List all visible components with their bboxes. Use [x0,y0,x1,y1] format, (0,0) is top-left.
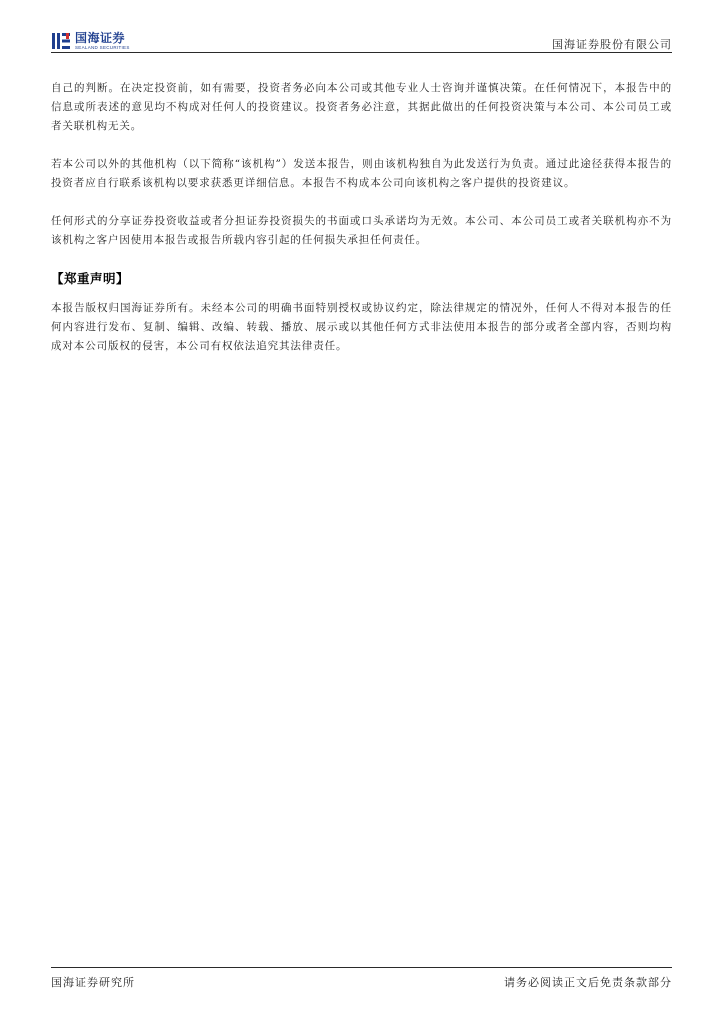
footer-disclaimer-notice: 请务必阅读正文后免责条款部分 [504,976,672,989]
disclaimer-paragraph: 自己的判断。在决定投资前，如有需要，投资者务必向本公司或其他专业人士咨询并谨慎决策。在任何情况下，本报告中的信息或所表述的意见均不构成对任何人的投资建议。投资者务必注意，其据此做出的任何投资决策与本公司、本公司员工或者关联机构无关。 [51,82,672,132]
footer-institute: 国海证券研究所 [51,976,135,989]
logo-english-name: SEALAND SECURITIES [75,44,130,50]
logo-chinese-name: 国海证券 [75,30,126,45]
logo-text [75,32,130,51]
page-header [51,28,672,54]
footer-divider [51,967,672,968]
disclaimer-body [51,79,672,356]
sealand-logo-icon [51,31,71,51]
header-divider [51,52,672,53]
disclaimer-paragraph: 若本公司以外的其他机构（以下简称“该机构”）发送本报告，则由该机构独自为此发送行为负责。通过此途径获得本报告的投资者应自行联系该机构以要求获悉更详细信息。本报告不构成本公司向该机构之客户提供的投资建议。 [51,158,672,189]
copyright-statement: 本报告版权归国海证券所有。未经本公司的明确书面特别授权或协议约定，除法律规定的情况外，任何人不得对本报告的任何内容进行发布、复制、编辑、改编、转载、播放、展示或以其他任何方式非法使用本报告的部分或者全部内容，否则均构成对本公司版权的侵害，本公司有权依法追究其法律责任。 [51,302,672,352]
company-logo [51,30,130,52]
disclaimer-paragraph: 任何形式的分享证券投资收益或者分担证券投资损失的书面或口头承诺均为无效。本公司、本公司员工或者关联机构亦不为该机构之客户因使用本报告或报告所载内容引起的任何损失承担任何责任。 [51,215,672,246]
company-name: 国海证券股份有限公司 [552,38,672,51]
section-title: 【郑重声明】 [51,272,130,286]
